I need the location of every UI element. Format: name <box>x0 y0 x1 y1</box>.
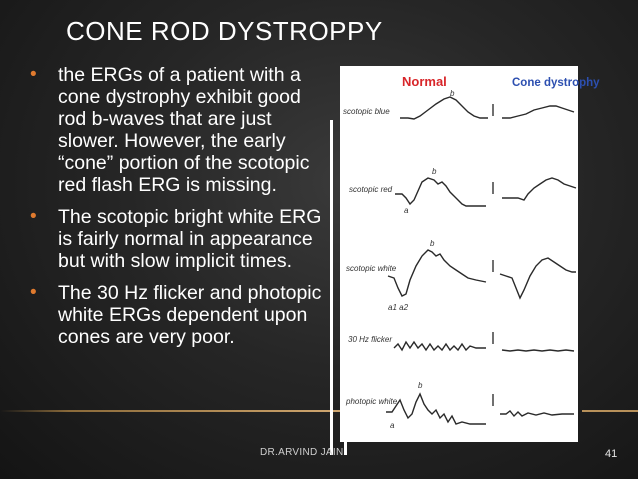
trace-normal-photopic-white <box>386 394 486 424</box>
mark-b-row5: b <box>418 381 423 390</box>
vertical-bar-left <box>330 120 333 455</box>
trace-cone-scotopic-blue <box>502 106 574 118</box>
row-label-scotopic-white: scotopic white <box>346 264 397 273</box>
erg-figure-svg <box>340 66 600 442</box>
divider-line <box>0 410 345 412</box>
trace-normal-scotopic-red <box>395 178 486 206</box>
slide-title: CONE ROD DYSTROPPY <box>66 16 383 46</box>
divider-line-right <box>582 410 638 412</box>
bullet-text: The 30 Hz flicker and photopic white ERGs dependent upon cones are very poor. <box>58 282 322 348</box>
bullet-text: the ERGs of a patient with a cone dystrophy exhibit good rod b-waves that are just slower. However, the early “cone” portion of the scotopic red flash ERG is missing. <box>58 64 310 196</box>
col-header-cone: Cone dystrophy <box>512 77 600 89</box>
trace-cone-photopic-white <box>500 411 574 416</box>
bullet-list <box>30 64 330 358</box>
normal-traces <box>386 97 488 424</box>
row-label-scotopic-red: scotopic red <box>349 185 393 194</box>
bullet-dot-icon: • <box>30 206 37 227</box>
page-number: 41 <box>605 448 618 460</box>
erg-figure <box>340 66 600 442</box>
mark-a-row5: a <box>390 421 395 430</box>
mark-b-row3: b <box>430 239 435 248</box>
trace-cone-30hz <box>502 350 574 351</box>
trace-cone-scotopic-red <box>502 178 576 200</box>
footer-author: DR.ARVIND JAIN <box>260 447 344 458</box>
row-label-scotopic-blue: scotopic blue <box>343 107 390 116</box>
bullet-text: The scotopic bright white ERG is fairly normal in appearance but with slow implicit times. <box>58 206 322 272</box>
mark-b-row1: b <box>450 89 455 98</box>
col-header-normal: Normal <box>402 74 447 89</box>
mark-b-row2: b <box>432 167 437 176</box>
bullet-item <box>30 282 330 348</box>
trace-normal-30hz <box>394 342 486 350</box>
trace-cone-scotopic-white <box>500 258 576 298</box>
bullet-item <box>30 206 330 272</box>
bullet-dot-icon: • <box>30 64 37 85</box>
row-label-30hz-flicker: 30 Hz flicker <box>348 335 393 344</box>
bullet-dot-icon: • <box>30 282 37 303</box>
cone-traces <box>500 106 576 416</box>
bullet-item <box>30 64 330 196</box>
trace-normal-scotopic-blue <box>400 97 488 119</box>
mark-a-row2: a <box>404 206 409 215</box>
mark-a1a2-row3: a1 a2 <box>388 303 409 312</box>
row-label-photopic-white: photopic white <box>346 397 398 406</box>
trace-normal-scotopic-white <box>388 250 486 296</box>
